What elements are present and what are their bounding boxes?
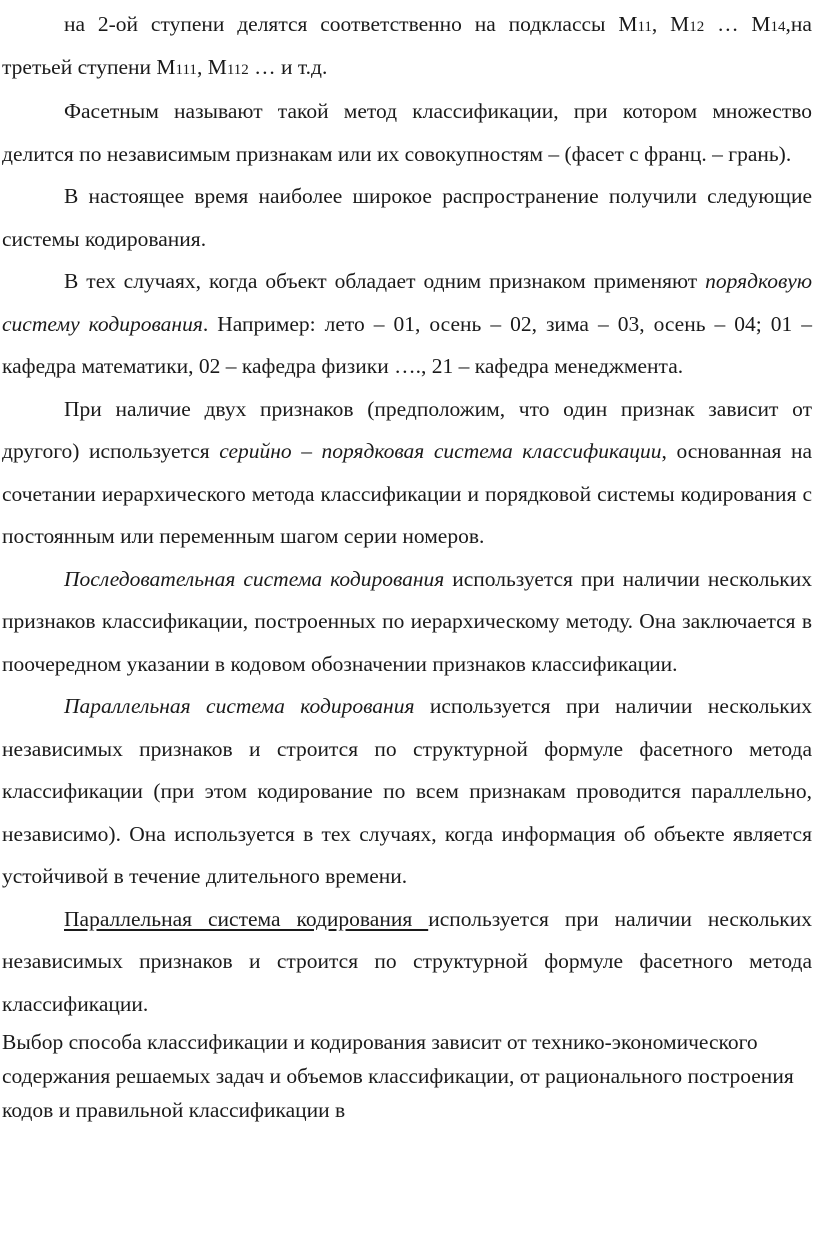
index-subscript: 111 xyxy=(175,62,197,78)
italic-term: Параллельная система кодирования xyxy=(64,694,415,718)
text-segment: используется при наличии нескольких признаков классификации, построенных по иерархическому методу. Она заключается в поочередном указании в кодовом обозначении признаков классификации. xyxy=(2,566,813,676)
text-segment: При наличие двух признаков (предположим, что один признак зависит от другого) используется xyxy=(2,396,812,463)
text-segment: . Например: лето – 01, осень – 02, зима – 03, осень – 04; 01 – кафедра математики, 02 – кафедра физики …., 21 – кафедра менеджмента. xyxy=(2,311,812,378)
paragraph-coding-systems-intro: В настоящее время наиболее широкое распространение получили следующие системы кодирования. xyxy=(2,184,812,251)
text-segment: на 2-ой ступени делятся соответственно на подклассы М xyxy=(64,12,638,36)
italic-term: Последовательная система кодирования xyxy=(64,566,445,591)
text-segment: , М xyxy=(196,55,227,79)
text-segment: … и т.д. xyxy=(248,55,328,79)
text-segment: используется при наличии нескольких независимых признаков и строится по структурной формуле фасетного метода классификации. xyxy=(2,906,813,1016)
index-subscript: 112 xyxy=(226,62,249,78)
underlined-term: Параллельная система кодирования xyxy=(64,906,429,931)
text-segment: используется при наличии нескольких независимых признаков и строится по структурной формуле фасетного метода классификации (при этом кодирование по всем признакам проводится параллельно, независимо). Она используется в тех случаях, когда информация об объекте является устойчивой в течение длительного времени. xyxy=(2,694,813,888)
paragraph-subclasses xyxy=(2,4,812,90)
paragraph-serial-ordinal-system xyxy=(2,388,812,558)
index-subscript: 14 xyxy=(770,19,786,35)
paragraph-sequential-system xyxy=(2,558,812,686)
paragraph-ordinal-system xyxy=(2,260,812,388)
paragraph-choice-of-method: Выбор способа классификации и кодирования зависит от технико-экономического содержания решаемых задач и объемов классификации, от рационального построения кодов и правильной классификации в xyxy=(2,1030,794,1122)
text-segment: … М xyxy=(704,12,771,36)
text-segment: В тех случаях, когда объект обладает одним признаком применяют xyxy=(64,269,706,293)
index-subscript: 11 xyxy=(637,19,652,35)
index-subscript: 12 xyxy=(689,19,705,35)
italic-term: порядковую систему кодирования xyxy=(2,269,812,336)
paragraph-parallel-system-repeat xyxy=(2,898,812,1026)
paragraph-parallel-system xyxy=(2,685,812,898)
italic-term: серийно – порядковая система классификации xyxy=(219,439,662,463)
text-segment: , основанная на сочетании иерархического метода классификации и порядковой системы кодирования с постоянным или переменным шагом серии номеров. xyxy=(2,439,812,548)
text-segment: ,на третьей ступени М xyxy=(2,12,812,79)
text-segment: , М xyxy=(651,12,690,36)
paragraph-facet-definition: Фасетным называют такой метод классификации, при котором множество делится по независимым признакам или их совокупностям – (фасет с франц. – грань). xyxy=(2,99,812,166)
